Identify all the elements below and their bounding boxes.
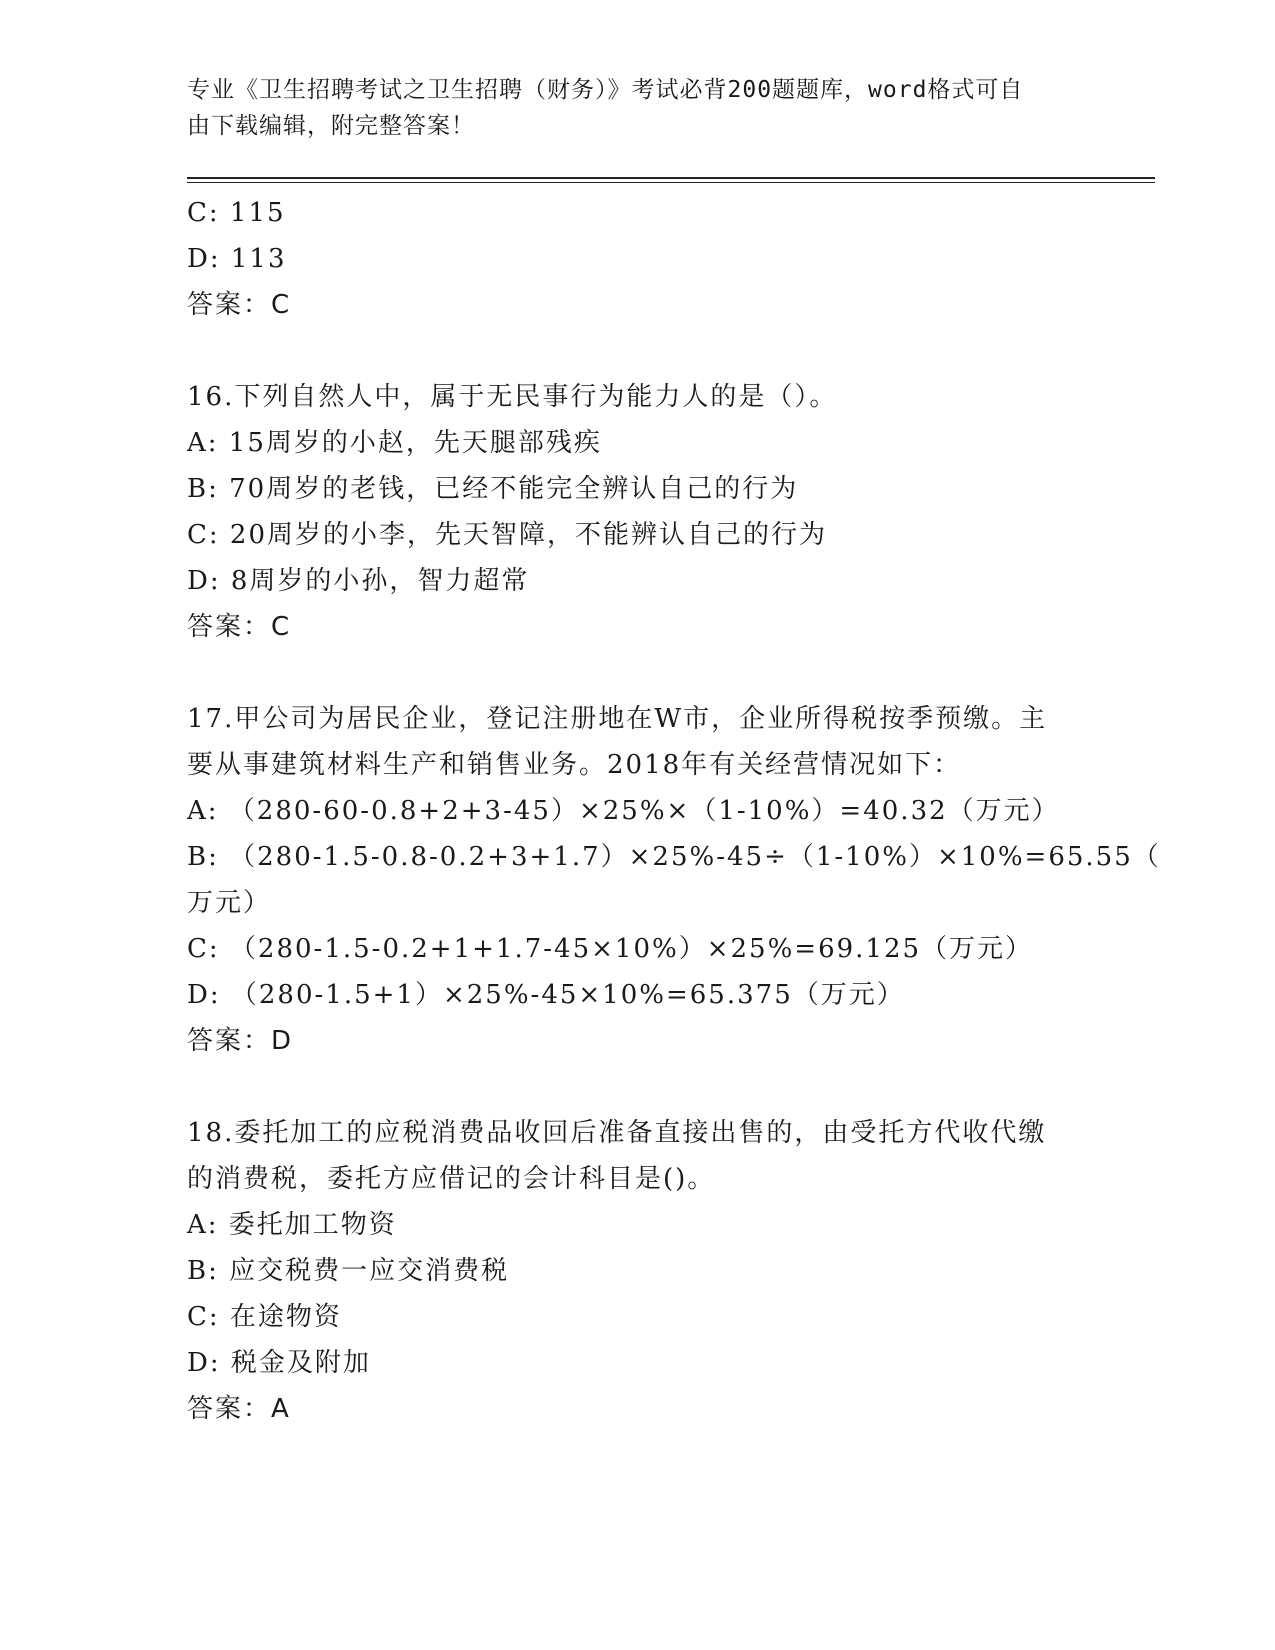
question-stem-line-1: 18.委托加工的应税消费品收回后准备直接出售的，由受托方代收代缴 <box>187 1118 1047 1148</box>
option-b: B: 应交税费一应交消费税 <box>187 1256 510 1286</box>
answer-line: 答案：D <box>187 1026 294 1056</box>
option-d: D: （280-1.5+1）×25%-45×10%=65.375（万元） <box>187 980 905 1010</box>
option-a: A: 15周岁的小赵，先天腿部残疾 <box>187 428 602 458</box>
question-stem: 16.下列自然人中，属于无民事行为能力人的是（）。 <box>187 382 838 412</box>
option-b-line-2: 万元） <box>187 888 272 918</box>
option-d: D: 税金及附加 <box>187 1348 371 1378</box>
document-header <box>187 72 1087 144</box>
question-17 <box>187 696 1161 1064</box>
option-a: A: （280-60-0.8+2+3-45）×25%×（1-10%）=40.32（万元） <box>187 796 1060 826</box>
spacer <box>187 328 1087 374</box>
header-line-2: 由下载编辑，附完整答案！ <box>187 113 475 139</box>
header-line-1: 专业《卫生招聘考试之卫生招聘（财务）》考试必背200题题库，word格式可自 <box>187 77 1024 103</box>
spacer <box>187 650 1087 696</box>
option-b: B: 70周岁的老钱，已经不能完全辨认自己的行为 <box>187 474 799 504</box>
option-d: D: 8周岁的小孙，智力超常 <box>187 566 530 596</box>
option-c: C: （280-1.5-0.2+1+1.7-45×10%）×25%=69.125（万元） <box>187 934 1034 964</box>
option-c: C: 115 <box>187 198 286 228</box>
question-16 <box>187 374 1087 650</box>
option-c: C: 20周岁的小李，先天智障，不能辨认自己的行为 <box>187 520 828 550</box>
option-a: A: 委托加工物资 <box>187 1210 397 1240</box>
option-d: D: 113 <box>187 244 287 274</box>
option-c: C: 在途物资 <box>187 1302 342 1332</box>
question-stem-line-2: 的消费税，委托方应借记的会计科目是()。 <box>187 1164 716 1194</box>
option-b-line-1: B: （280-1.5-0.8-0.2+3+1.7）×25%-45÷（1-10%）×10%=65.55（ <box>187 842 1161 872</box>
question-15 <box>187 190 1087 328</box>
question-content <box>187 190 1161 1432</box>
question-stem-line-2: 要从事建筑材料生产和销售业务。2018年有关经营情况如下： <box>187 750 962 780</box>
answer-line: 答案：C <box>187 612 292 642</box>
header-divider-thin <box>187 182 1155 183</box>
answer-line: 答案：C <box>187 290 292 320</box>
question-18 <box>187 1110 1087 1432</box>
spacer <box>187 1064 1087 1110</box>
header-divider-thick <box>187 177 1155 179</box>
answer-line: 答案：A <box>187 1394 291 1424</box>
question-stem-line-1: 17.甲公司为居民企业，登记注册地在W市，企业所得税按季预缴。主 <box>187 704 1048 734</box>
